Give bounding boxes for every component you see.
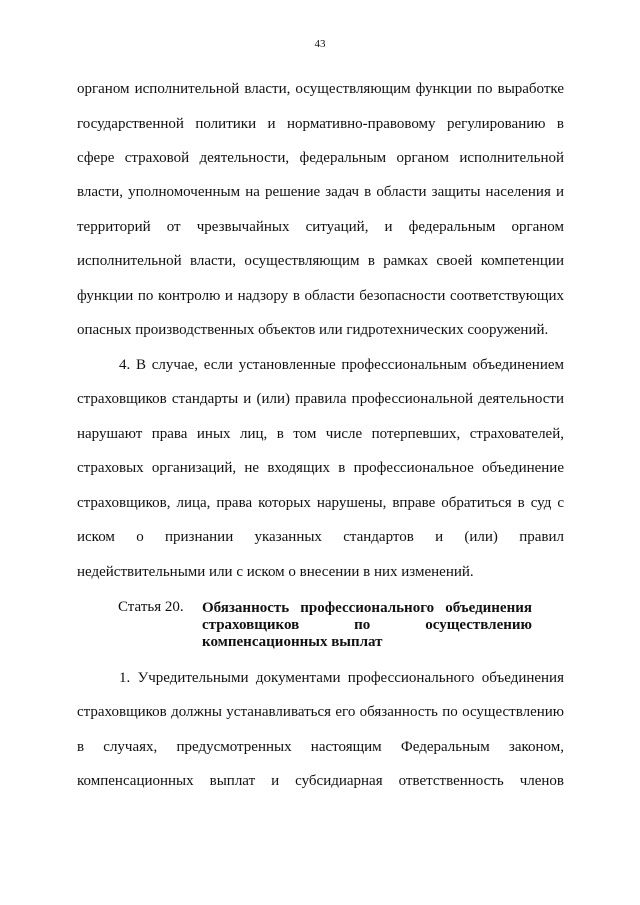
paragraph-line: опасных производственных объектов или гидротехнических сооружений. [77,322,549,338]
paragraph-line: страховых организаций, не входящих в профессиональное объединение [77,460,564,476]
paragraph-line: компенсационных выплат и субсидиарная ответственность членов [77,773,564,789]
paragraph-line: исполнительной власти, осуществляющим в рамках своей компетенции [77,253,564,269]
paragraph-line: иском о признании указанных стандартов и (или) правил [77,529,564,545]
page-number: 43 [314,38,326,50]
paragraph-line: функции по контролю и надзору в области безопасности соответствующих [77,288,564,304]
paragraph-line: страховщиков должны устанавливаться его обязанность по осуществлению [77,704,564,720]
paragraph-line: власти, уполномоченным на решение задач в области защиты населения и [77,184,564,200]
paragraph-line: сфере страховой деятельности, федеральным органом исполнительной [77,150,564,166]
paragraph-line: в случаях, предусмотренных настоящим Федеральным законом, [77,739,564,755]
article-title-line: Обязанность профессионального объединения [202,600,532,616]
paragraph-line: 4. В случае, если установленные профессиональным объединением [119,357,564,373]
paragraph-line: нарушают права иных лиц, в том числе потерпевших, страхователей, [77,426,564,442]
article-label: Статья 20. [118,599,184,615]
paragraph-line: органом исполнительной власти, осуществляющим функции по выработке [77,81,564,97]
article-title-line: страховщиков по осуществлению [202,617,532,633]
paragraph-line: 1. Учредительными документами профессионального объединения [119,670,564,686]
paragraph-line: страховщиков стандарты и (или) правила профессиональной деятельности [77,391,564,407]
paragraph-line: страховщиков, лица, права которых нарушены, вправе обратиться в суд с [77,495,564,511]
paragraph-line: территорий от чрезвычайных ситуаций, и федеральным органом [77,219,564,235]
paragraph-line: государственной политики и нормативно-правовому регулированию в [77,116,564,132]
article-title-line: компенсационных выплат [202,634,383,650]
paragraph-line: недействительными или с иском о внесении в них изменений. [77,564,474,580]
